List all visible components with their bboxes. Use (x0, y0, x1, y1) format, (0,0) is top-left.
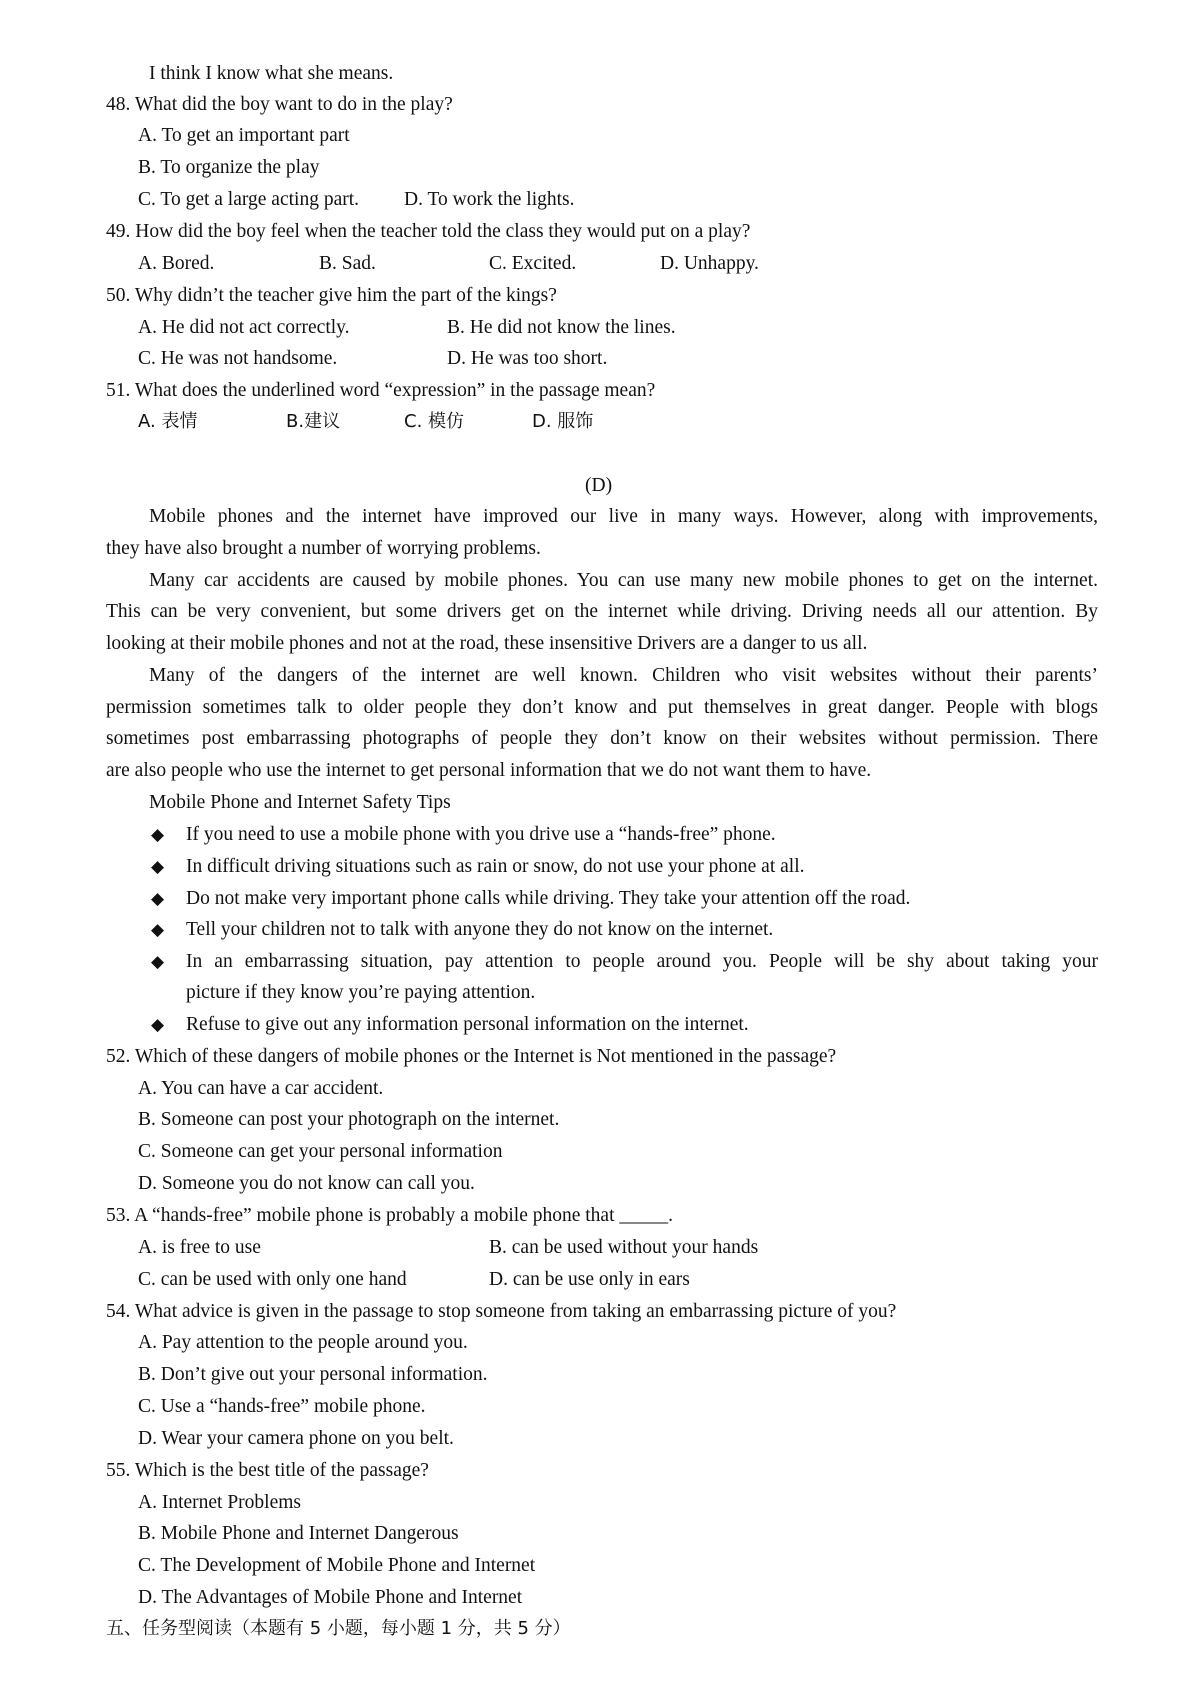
q50-option-a: A. He did not act correctly. (138, 317, 350, 338)
q53-option-b: B. can be used without your hands (489, 1237, 759, 1258)
question-50: 50. Why didn’t the teacher give him the part of the kings? (106, 285, 557, 306)
q55-option-c: C. The Development of Mobile Phone and Internet (138, 1555, 536, 1576)
q55-option-d: D. The Advantages of Mobile Phone and Internet (138, 1587, 523, 1608)
passage-line: are also people who use the internet to get personal information that we do not want them to have. (106, 760, 872, 781)
question-48: 48. What did the boy want to do in the play? (106, 94, 453, 115)
passage-line: sometimes post embarrassing photographs of people they don’t know on their websites without permission. There (106, 728, 1098, 749)
diamond-bullet-icon: ◆ (151, 889, 165, 908)
tip-item: Refuse to give out any information personal information on the internet. (186, 1014, 749, 1035)
q54-option-d: D. Wear your camera phone on you belt. (138, 1428, 454, 1449)
q48-option-a: A. To get an important part (138, 125, 350, 146)
question-54: 54. What advice is given in the passage to stop someone from taking an embarrassing picture of you? (106, 1301, 897, 1322)
tip-item: In difficult driving situations such as rain or snow, do not use your phone at all. (186, 856, 805, 877)
passage-line: Mobile phones and the internet have improved our live in many ways. However, along with improvements, (149, 506, 1098, 527)
q49-option-b: B. Sad. (319, 253, 376, 274)
passage-line: This can be very convenient, but some drivers get on the internet while driving. Driving needs all our attention. By (106, 601, 1098, 622)
diamond-bullet-icon: ◆ (151, 1015, 165, 1034)
q53-option-c: C. can be used with only one hand (138, 1269, 407, 1290)
q53-option-a: A. is free to use (138, 1237, 261, 1258)
question-53: 53. A “hands-free” mobile phone is probably a mobile phone that _____. (106, 1205, 673, 1226)
passage-line: looking at their mobile phones and not at the road, these insensitive Drivers are a danger to us all. (106, 633, 868, 654)
q50-option-b: B. He did not know the lines. (447, 317, 676, 338)
q51-option-d: D. 服饰 (532, 411, 594, 432)
q51-option-a: A. 表情 (138, 411, 198, 432)
q54-option-a: A. Pay attention to the people around you. (138, 1332, 468, 1353)
q50-option-c: C. He was not handsome. (138, 348, 338, 369)
diamond-bullet-icon: ◆ (151, 825, 165, 844)
q53-option-d: D. can be use only in ears (489, 1269, 690, 1290)
tip-item: Tell your children not to talk with anyone they do not know on the internet. (186, 919, 774, 940)
section-5-heading: 五、任务型阅读（本题有 5 小题，每小题 1 分，共 5 分） (106, 1618, 571, 1639)
diamond-bullet-icon: ◆ (151, 952, 165, 971)
dialogue-line: I think I know what she means. (149, 63, 394, 84)
passage-line: Many car accidents are caused by mobile phones. You can use many new mobile phones to get on the internet. (149, 570, 1098, 591)
q55-option-a: A. Internet Problems (138, 1492, 302, 1513)
q55-option-b: B. Mobile Phone and Internet Dangerous (138, 1523, 459, 1544)
q52-option-b: B. Someone can post your photograph on the internet. (138, 1109, 560, 1130)
section-d-heading: (D) (585, 475, 613, 496)
q49-option-d: D. Unhappy. (660, 253, 759, 274)
tip-item-continuation: picture if they know you’re paying attention. (186, 982, 536, 1003)
tips-title: Mobile Phone and Internet Safety Tips (149, 792, 451, 813)
q49-option-a: A. Bored. (138, 253, 215, 274)
diamond-bullet-icon: ◆ (151, 920, 165, 939)
q54-option-b: B. Don’t give out your personal information. (138, 1364, 488, 1385)
q49-option-c: C. Excited. (489, 253, 577, 274)
q48-option-c: C. To get a large acting part. (138, 189, 360, 210)
q51-option-c: C. 模仿 (404, 411, 465, 432)
q54-option-c: C. Use a “hands-free” mobile phone. (138, 1396, 426, 1417)
question-49: 49. How did the boy feel when the teacher told the class they would put on a play? (106, 221, 751, 242)
tip-item: In an embarrassing situation, pay attention to people around you. People will be shy about taking your (186, 951, 1098, 972)
q51-option-b: B.建议 (286, 411, 341, 432)
q48-option-b: B. To organize the play (138, 157, 320, 178)
q50-option-d: D. He was too short. (447, 348, 608, 369)
passage-line: permission sometimes talk to older people they don’t know and put themselves in great danger. People with blogs (106, 697, 1098, 718)
q52-option-c: C. Someone can get your personal information (138, 1141, 503, 1162)
passage-line: Many of the dangers of the internet are well known. Children who visit websites without their parents’ (149, 665, 1098, 686)
q52-option-a: A. You can have a car accident. (138, 1078, 384, 1099)
question-52: 52. Which of these dangers of mobile phones or the Internet is Not mentioned in the passage? (106, 1046, 837, 1067)
tip-item: Do not make very important phone calls while driving. They take your attention off the road. (186, 888, 911, 909)
diamond-bullet-icon: ◆ (151, 857, 165, 876)
q52-option-d: D. Someone you do not know can call you. (138, 1173, 475, 1194)
passage-line: they have also brought a number of worrying problems. (106, 538, 541, 559)
q48-option-d: D. To work the lights. (404, 189, 575, 210)
question-55: 55. Which is the best title of the passage? (106, 1460, 429, 1481)
question-51: 51. What does the underlined word “expression” in the passage mean? (106, 380, 656, 401)
tip-item: If you need to use a mobile phone with you drive use a “hands-free” phone. (186, 824, 776, 845)
